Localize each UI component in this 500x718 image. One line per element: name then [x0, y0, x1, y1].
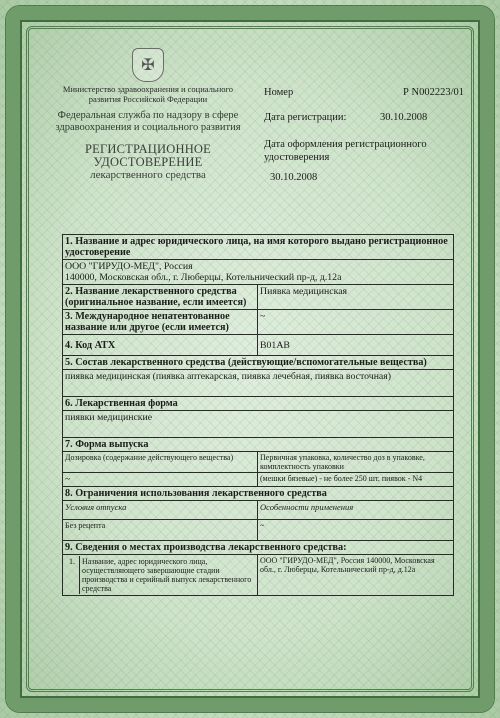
dosage-header: Дозировка (содержание действующего вещества) [63, 452, 258, 473]
section-5-title: 5. Состав лекарственного средства (действующие/вспомогательные вещества) [63, 356, 454, 370]
packaging-header: Первичная упаковка, количество доз в упаковке, комплектность упаковки [258, 452, 454, 473]
manufacturer-value: ООО "ГИРУДО-МЕД", Россия 140000, Московская обл., г. Люберцы, Котельнический пр-д, д.12а [258, 555, 454, 596]
section-4-value: B01AB [258, 335, 454, 356]
dispensing-header: Условия отпуска [63, 501, 258, 520]
issue-date-value: 30.10.2008 [270, 172, 318, 183]
certificate-subtitle: лекарственного средства [90, 169, 206, 181]
section-1-title: 1. Название и адрес юридического лица, на имя которого выдано регистрационное удостоверение [63, 235, 454, 260]
manufacturer-row-number: 1. [65, 556, 80, 594]
reg-date-value: 30.10.2008 [380, 112, 428, 123]
number-value: Р N002223/01 [403, 87, 464, 98]
number-row [264, 86, 464, 99]
manufacturer-label-cell [63, 555, 258, 596]
section-2-value: Пиявка медицинская [258, 285, 454, 310]
section-6-value: пиявки медицинские [63, 411, 454, 438]
section-2-title: 2. Название лекарственного средства (оригинальное название, если имеется) [63, 285, 258, 310]
manufacturer-label-table [65, 556, 255, 594]
certificate-title: РЕГИСТРАЦИОННОЕ УДОСТОВЕРЕНИЕ [85, 142, 211, 169]
service-name: Федеральная служба по надзору в сфере здравоохранения и социального развития [55, 110, 241, 133]
certificate-table [62, 234, 454, 596]
dosage-value: ~ [63, 473, 258, 487]
section-5-value: пиявка медицинская (пиявка аптекарская, пиявка лечебная, пиявка восточная) [63, 370, 454, 397]
section-8-title: 8. Ограничения использования лекарственного средства [63, 487, 454, 501]
dispensing-value: Без рецепта [63, 520, 258, 541]
coat-of-arms-icon: ✠ [132, 48, 164, 82]
issue-date-label: Дата оформления регистрационного удостоверения [264, 139, 427, 163]
registration-date-row [264, 112, 464, 123]
reg-date-label: Дата регистрации: [264, 112, 347, 123]
section-6-title: 6. Лекарственная форма [63, 397, 454, 411]
features-value: ~ [258, 520, 454, 541]
section-7-title: 7. Форма выпуска [63, 438, 454, 452]
manufacturer-label: Название, адрес юридического лица, осуществляющего завершающие стадии производства и серийный выпуск лекарственного средства [82, 557, 252, 593]
company-address: 140000, Московская обл., г. Люберцы, Котельнический пр-д, д.12а [65, 272, 342, 283]
packaging-value: (мешки бязевые) - не более 250 шт. пиявок - N4 [258, 473, 454, 487]
section-4-title: 4. Код АТХ [63, 335, 258, 356]
section-1-value [63, 260, 454, 285]
issuer-block [48, 44, 248, 182]
company-name: ООО "ГИРУДО-МЕД", Россия [65, 261, 193, 272]
number-label: Номер [264, 87, 294, 98]
certificate-content [38, 44, 462, 684]
section-3-value: ~ [258, 310, 454, 335]
section-9-title: 9. Сведения о местах производства лекарственного средства: [63, 541, 454, 555]
section-3-title: 3. Международное непатентованное название или другое (если имеется) [63, 310, 258, 335]
features-header: Особенности применения [258, 501, 454, 520]
ministry-name: Министерство здравоохранения и социального развития Российской Федерации [62, 84, 234, 104]
